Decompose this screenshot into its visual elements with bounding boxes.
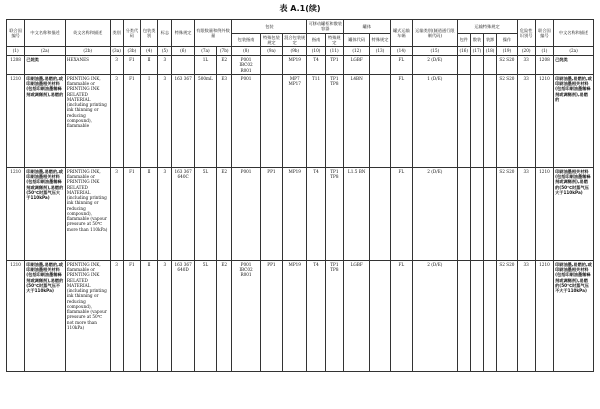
header-packaging: 包装 — [232, 20, 307, 34]
header-bulk: 散装 — [470, 33, 483, 47]
cell-limited-qty: 5L — [194, 167, 216, 260]
cell-tank-instr: T4 — [307, 167, 325, 260]
header-special-packing: 特殊包装规定 — [260, 33, 282, 47]
cell-label: 3 — [158, 260, 172, 371]
col-num: (10) — [307, 47, 325, 56]
cell-excepted-qty: E2 — [217, 167, 232, 260]
header-operation: 操作 — [497, 33, 517, 47]
cell-un-repeat: 1210 — [535, 260, 553, 371]
cell-limited-qty: 1L — [194, 56, 216, 75]
cell-operation: S2 S20 — [497, 56, 517, 75]
cell-cn-name-repeat: 己烷类 — [554, 56, 594, 75]
header-transport-category: 运输类别(隧道通行限制代码) — [413, 20, 458, 47]
cell-tank-code: L4BN — [343, 74, 369, 167]
cell-packing-group: Ⅱ — [140, 56, 157, 75]
cell-special-packing: PP1 — [260, 167, 282, 260]
cell-tank-special: TP1 TP8 — [325, 167, 343, 260]
cell-packing-instr: P001 IBC02 R001 — [232, 56, 260, 75]
cell-special-packing: PP1 — [260, 260, 282, 371]
header-packing-instructions: 包装指南 — [232, 33, 260, 47]
cell-operation: S2 S20 — [497, 167, 517, 260]
cell-packing-group: Ⅰ — [140, 74, 157, 167]
cell-tank-special2 — [370, 56, 390, 75]
col-num: (18) — [484, 47, 497, 56]
cell-vehicle: FL — [390, 167, 412, 260]
header-tank-special: 特殊规定 — [325, 33, 343, 47]
cell-en-name: PRINTING INK, flammable or PRINTING INK RELATED MATERIAL (including printing ink thinning or reducing compound), flammable (vapour pressure at 50℃ not more than 110kPa) — [65, 260, 110, 371]
col-num: (9b) — [283, 47, 307, 56]
cell-hazard-id: 33 — [517, 260, 535, 371]
cell-mixed-packing: MP7 MP17 — [283, 74, 307, 167]
cell-tank-instr: T4 — [307, 56, 325, 75]
cell-tank-special2 — [370, 260, 390, 371]
cell-package — [457, 167, 470, 260]
cell-tank-special: TP1 — [325, 56, 343, 75]
cell-un-repeat: 1208 — [535, 56, 553, 75]
cell-hazard-id: 33 — [517, 56, 535, 75]
col-num: (5) — [158, 47, 172, 56]
cell-label: 3 — [158, 167, 172, 260]
cell-bulk — [470, 56, 483, 75]
header-portable-tanks: 可移动罐柜和散装容器 — [308, 21, 342, 32]
cell-class: 3 — [110, 260, 123, 371]
col-num: (2a) — [554, 47, 594, 56]
cell-bulk — [470, 74, 483, 167]
cell-tank-code: LGBF — [343, 56, 369, 75]
header-class: 类别 — [110, 20, 123, 47]
header-vehicle: 罐式运输车辆 — [390, 20, 412, 47]
cell-limited-qty: 5L — [194, 260, 216, 371]
col-num: (15) — [413, 47, 458, 56]
cell-special-provisions: 163 367 — [172, 74, 194, 167]
cell-bulk — [470, 260, 483, 371]
cell-tank-special: TP1 TP8 — [325, 74, 343, 167]
cell-packing-instr: P001 — [232, 74, 260, 167]
header-un-no: 联合国编号 — [7, 20, 25, 47]
cell-cn-name: 印刷油墨,易燃的,或印刷油墨相关材料(包括印刷油墨稀释剂或调稀剂),易燃的(50℃时蒸气压不大于110kPa) — [25, 260, 66, 371]
header-row-top — [7, 20, 594, 34]
col-num: (17) — [470, 47, 483, 56]
header-class-code: 分类代码 — [123, 20, 140, 47]
cell-mixed-packing: MP19 — [283, 260, 307, 371]
cell-limited-qty: 500mL — [194, 74, 216, 167]
header-tank: 罐体 — [343, 20, 390, 34]
col-num: (2a) — [25, 47, 66, 56]
cell-package — [457, 74, 470, 167]
cell-operation: S2 S20 — [497, 74, 517, 167]
cell-hazard-id: 33 — [517, 74, 535, 167]
header-loading: 装卸 — [484, 33, 497, 47]
col-num: (6) — [172, 47, 194, 56]
cell-transport-cat: 2 (D/E) — [413, 56, 458, 75]
header-special-provisions: 特殊规定 — [172, 20, 194, 47]
cell-tank-code: L1.5 BN — [343, 167, 369, 260]
cell-bulk — [470, 167, 483, 260]
table-row — [7, 74, 594, 167]
col-num: (2b) — [65, 47, 110, 56]
cell-vehicle: FL — [390, 56, 412, 75]
cell-en-name: PRINTING INK, flammable or PRINTING INK RELATED MATERIAL (including printing ink thinning or reducing compound), flammable — [65, 74, 110, 167]
cell-special-provisions: 163 367 640C — [172, 167, 194, 260]
col-num: (4) — [140, 47, 157, 56]
cell-tank-instr: T4 — [307, 260, 325, 371]
cell-tank-special2 — [370, 167, 390, 260]
col-num: (13) — [370, 47, 390, 56]
header-tank-instructions: 指南 — [307, 33, 325, 47]
col-num: (12) — [343, 47, 369, 56]
col-num: (14) — [390, 47, 412, 56]
cell-class-code: F1 — [123, 74, 140, 167]
cell-class: 3 — [110, 167, 123, 260]
cell-un: 1210 — [7, 167, 25, 260]
cell-excepted-qty: E2 — [217, 260, 232, 371]
table-row — [7, 260, 594, 371]
header-label: 标志 — [158, 20, 172, 47]
cell-loading — [484, 260, 497, 371]
cell-packing-group: Ⅱ — [140, 167, 157, 260]
cell-un: 1210 — [7, 260, 25, 371]
cell-excepted-qty: E3 — [217, 74, 232, 167]
col-num: (11) — [325, 47, 343, 56]
cell-cn-name-repeat: 印刷油墨,易燃的,或印刷油墨相关材料(包括印刷油墨稀释剂或调稀剂),易燃的 — [554, 74, 594, 167]
header-packing-group: 包装类别 — [140, 20, 157, 47]
cell-package — [457, 56, 470, 75]
cell-en-name: PRINTING INK, flammable or PRINTING INK RELATED MATERIAL (including printing ink thinning or reducing compound), flammable (vapour pressure at 50℃ more than 110kPa) — [65, 167, 110, 260]
table-title: 表 A.1(续) — [279, 4, 321, 13]
header-cn-name-repeat: 中文名称和描述 — [554, 20, 594, 47]
cell-operation: S2 S20 — [497, 260, 517, 371]
header-en-name: 英文名称和描述 — [65, 20, 110, 47]
table-row — [7, 167, 594, 260]
table-row — [7, 56, 594, 75]
header-cn-name: 中文名称和描述 — [25, 20, 66, 47]
column-number-row — [7, 47, 594, 56]
cell-special-provisions — [172, 56, 194, 75]
cell-cn-name: 印刷油墨,易燃的,或印刷油墨相关材料(包括印刷油墨稀释剂或调稀剂),易燃的(50℃时蒸气压大于110kPa) — [25, 167, 66, 260]
header-tank-special2: 特殊规定 — [370, 33, 390, 47]
cell-tank-special2 — [370, 74, 390, 167]
cell-transport-cat: 1 (D/E) — [413, 74, 458, 167]
cell-packing-instr: P001 — [232, 167, 260, 260]
col-num: (16) — [457, 47, 470, 56]
cell-class: 3 — [110, 74, 123, 167]
header-tank-code: 罐体代码 — [343, 33, 369, 47]
cell-tank-code: LGBF — [343, 260, 369, 371]
cell-class-code: F1 — [123, 167, 140, 260]
col-num: (3a) — [110, 47, 123, 56]
header-package: 包件 — [457, 33, 470, 47]
header-transport-special: 运输特殊规定 — [457, 20, 517, 34]
cell-en-name: HEXANES — [65, 56, 110, 75]
cell-special-packing — [260, 56, 282, 75]
col-num: (19) — [497, 47, 517, 56]
col-num: (1) — [7, 47, 25, 56]
col-num: (1) — [535, 47, 553, 56]
col-num: (7b) — [217, 47, 232, 56]
cell-label: 3 — [158, 74, 172, 167]
cell-loading — [484, 56, 497, 75]
cell-cn-name: 印刷油墨,易燃的,或印刷油墨相关材料(包括印刷油墨稀释剂或调稀剂),易燃的 — [25, 74, 66, 167]
header-un-no-repeat: 联合国编号 — [535, 20, 553, 47]
col-num: (7a) — [194, 47, 216, 56]
cell-transport-cat: 2 (D/E) — [413, 260, 458, 371]
col-num: (20) — [517, 47, 535, 56]
cell-un-repeat: 1210 — [535, 74, 553, 167]
cell-vehicle: FL — [390, 260, 412, 371]
header-hazard-id: 危险性识别号 — [517, 20, 535, 47]
cell-un: 1208 — [7, 56, 25, 75]
cell-class-code: F1 — [123, 260, 140, 371]
cell-transport-cat: 2 (D/E) — [413, 167, 458, 260]
header-mixed-packing: 混合包装规定 — [284, 34, 306, 45]
cell-special-packing — [260, 74, 282, 167]
cell-cn-name-repeat: 印刷油墨相关材料(包括印刷油墨稀释剂或调稀剂),易燃的(50℃时蒸气压大于110kPa) — [554, 167, 594, 260]
cell-tank-instr: T11 — [307, 74, 325, 167]
cell-un-repeat: 1210 — [535, 167, 553, 260]
cell-excepted-qty: E2 — [217, 56, 232, 75]
cell-loading — [484, 167, 497, 260]
cell-label: 3 — [158, 56, 172, 75]
cell-packing-group: Ⅱ — [140, 260, 157, 371]
cell-class-code: F1 — [123, 56, 140, 75]
cell-vehicle: FL — [390, 74, 412, 167]
dangerous-goods-table — [6, 19, 594, 372]
cell-mixed-packing: MP19 — [283, 56, 307, 75]
cell-hazard-id: 33 — [517, 167, 535, 260]
cell-mixed-packing: MP19 — [283, 167, 307, 260]
cell-cn-name-repeat: 印刷油墨,易燃的,或印刷油墨相关材料(包括印刷油墨稀释剂或调稀剂),易燃的(50℃时蒸气压不大于110kPa) — [554, 260, 594, 371]
cell-class: 3 — [110, 56, 123, 75]
cell-un: 1210 — [7, 74, 25, 167]
cell-special-provisions: 163 367 640D — [172, 260, 194, 371]
cell-packing-instr: P001 IBC02 R001 — [232, 260, 260, 371]
header-limited-quantity: 有限数量和例外数量 — [194, 20, 232, 47]
col-num: (9a) — [260, 47, 282, 56]
cell-cn-name: 己烷类 — [25, 56, 66, 75]
cell-tank-special: TP1 TP8 — [325, 260, 343, 371]
col-num: (3b) — [123, 47, 140, 56]
col-num: (8) — [232, 47, 260, 56]
cell-loading — [484, 74, 497, 167]
cell-package — [457, 260, 470, 371]
